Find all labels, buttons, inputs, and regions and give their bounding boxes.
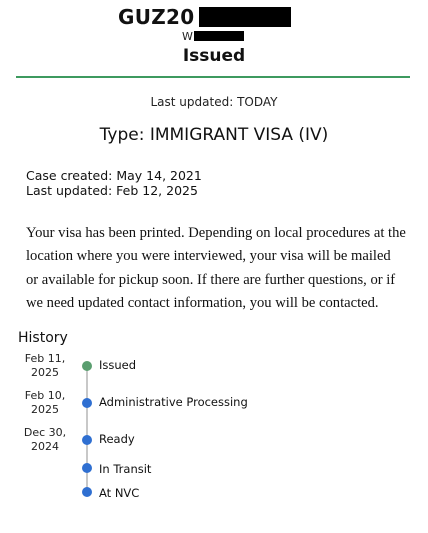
case-last-updated-date: Last updated: Feb 12, 2025: [26, 183, 198, 198]
case-number-prefix: GUZ20: [118, 5, 195, 29]
history-entry-status: At NVC: [99, 486, 140, 500]
status-message: Your visa has been printed. Depending on local procedures at the location where you were interviewed, your visa will be mailed or available for pickup soon. If there are further questions, or if we need updated contact information, you will be contacted.: [26, 225, 406, 311]
history-entry-date-line1: Dec 30,: [23, 426, 67, 439]
history-heading: History: [18, 330, 68, 346]
history-status-dot: [82, 361, 92, 371]
case-number-redaction: [199, 7, 291, 27]
case-status-title: Issued: [182, 46, 246, 66]
case-created-date: Case created: May 14, 2021: [26, 168, 202, 183]
case-subtitle-redaction: [194, 31, 244, 41]
case-number: [118, 6, 291, 28]
case-subtitle: [182, 29, 244, 43]
history-status-dot: [82, 398, 92, 408]
history-entry-date-line1: Feb 11,: [24, 352, 66, 365]
history-entry-status: In Transit: [99, 462, 152, 476]
history-entry-date-line2: 2025: [31, 403, 59, 416]
history-status-dot: [82, 435, 92, 445]
history-entry-date-line2: 2024: [31, 440, 59, 453]
timeline-line: [86, 365, 88, 493]
history-entry-status: Administrative Processing: [99, 395, 248, 409]
history-entry-date: [20, 426, 70, 454]
history-entry-status: Issued: [99, 358, 137, 372]
visa-type: Type: IMMIGRANT VISA (IV): [99, 125, 329, 145]
history-entry-date: [20, 389, 70, 417]
history-status-dot: [82, 487, 92, 497]
history-entry-date: [20, 352, 70, 380]
case-header: [0, 0, 428, 78]
history-entry-date-line2: 2025: [31, 366, 59, 379]
history-entry-status: Ready: [99, 432, 135, 446]
history-entry-date-line1: Feb 10,: [24, 389, 66, 402]
history-status-dot: [82, 463, 92, 473]
case-subtitle-prefix: W: [182, 29, 193, 43]
last-updated-today: Last updated: TODAY: [150, 95, 278, 109]
status-divider: [16, 76, 410, 78]
